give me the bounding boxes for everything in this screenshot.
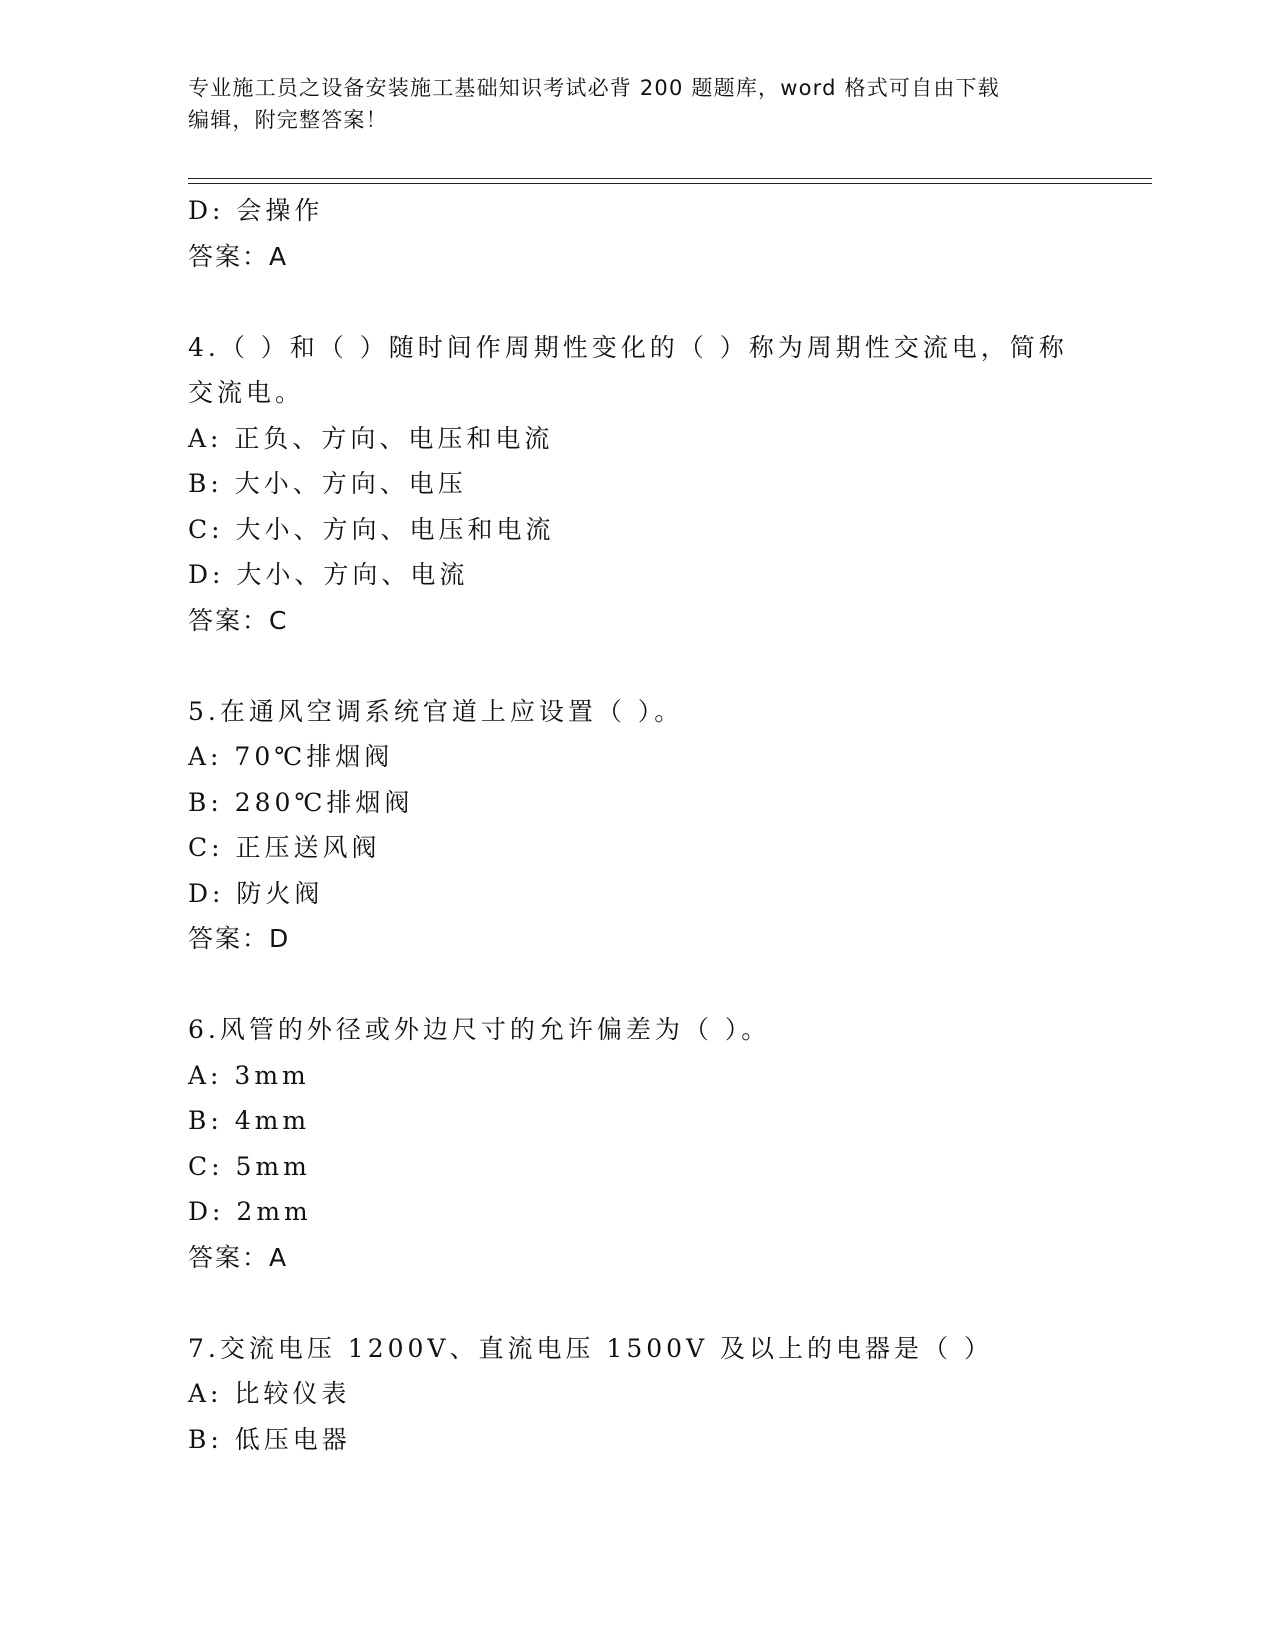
q4-option-d: D: 大小、方向、电流 xyxy=(188,560,469,589)
header-line-1: 专业施工员之设备安装施工基础知识考试必背 200 题题库，word 格式可自由下载 xyxy=(188,76,1000,100)
q6-option-b: B: 4mm xyxy=(188,1106,311,1135)
q4-stem-line-1: 4.（ ）和（ ）随时间作周期性变化的（ ）称为周期性交流电，简称 xyxy=(188,332,1068,362)
q5-option-b: B: 280℃排烟阀 xyxy=(188,787,414,817)
q6-answer: 答案：A xyxy=(188,1242,289,1272)
q7-option-a: A: 比较仪表 xyxy=(188,1379,351,1408)
q5-option-d: D: 防火阀 xyxy=(188,878,324,908)
q4-option-a: A: 正负、方向、电压和电流 xyxy=(188,423,554,453)
q4-stem-line-2: 交流电。 xyxy=(188,378,305,407)
q6-stem: 6.风管的外径或外边尺寸的允许偏差为（ ）。 xyxy=(188,1015,771,1044)
spacer xyxy=(188,962,1088,1008)
header-line-2: 编辑，附完整答案！ xyxy=(188,108,388,132)
q6-option-d: D: 2mm xyxy=(188,1197,312,1226)
q7-option-b: B: 低压电器 xyxy=(188,1424,351,1454)
header-divider-top xyxy=(188,178,1152,179)
q3-option-d: D: 会操作 xyxy=(188,196,324,225)
q7-stem: 7.交流电压 1200V、直流电压 1500V 及以上的电器是（ ） xyxy=(188,1333,993,1363)
q6-option-a: A: 3mm xyxy=(188,1060,310,1090)
q5-answer: 答案：D xyxy=(188,924,291,953)
q5-option-a: A: 70℃排烟阀 xyxy=(188,742,394,771)
header-divider-bottom xyxy=(188,183,1152,184)
spacer xyxy=(188,279,1088,325)
document-header xyxy=(188,72,1088,136)
spacer xyxy=(188,1280,1088,1326)
spacer xyxy=(188,643,1088,689)
q4-answer: 答案：C xyxy=(188,605,289,635)
q4-option-c: C: 大小、方向、电压和电流 xyxy=(188,514,555,544)
q4-option-b: B: 大小、方向、电压 xyxy=(188,469,467,498)
q3-answer: 答案：A xyxy=(188,241,289,271)
question-list xyxy=(188,188,1088,1462)
q5-stem: 5.在通风空调系统官道上应设置（ ）。 xyxy=(188,696,684,726)
q6-option-c: C: 5mm xyxy=(188,1151,311,1181)
q5-option-c: C: 正压送风阀 xyxy=(188,833,381,862)
